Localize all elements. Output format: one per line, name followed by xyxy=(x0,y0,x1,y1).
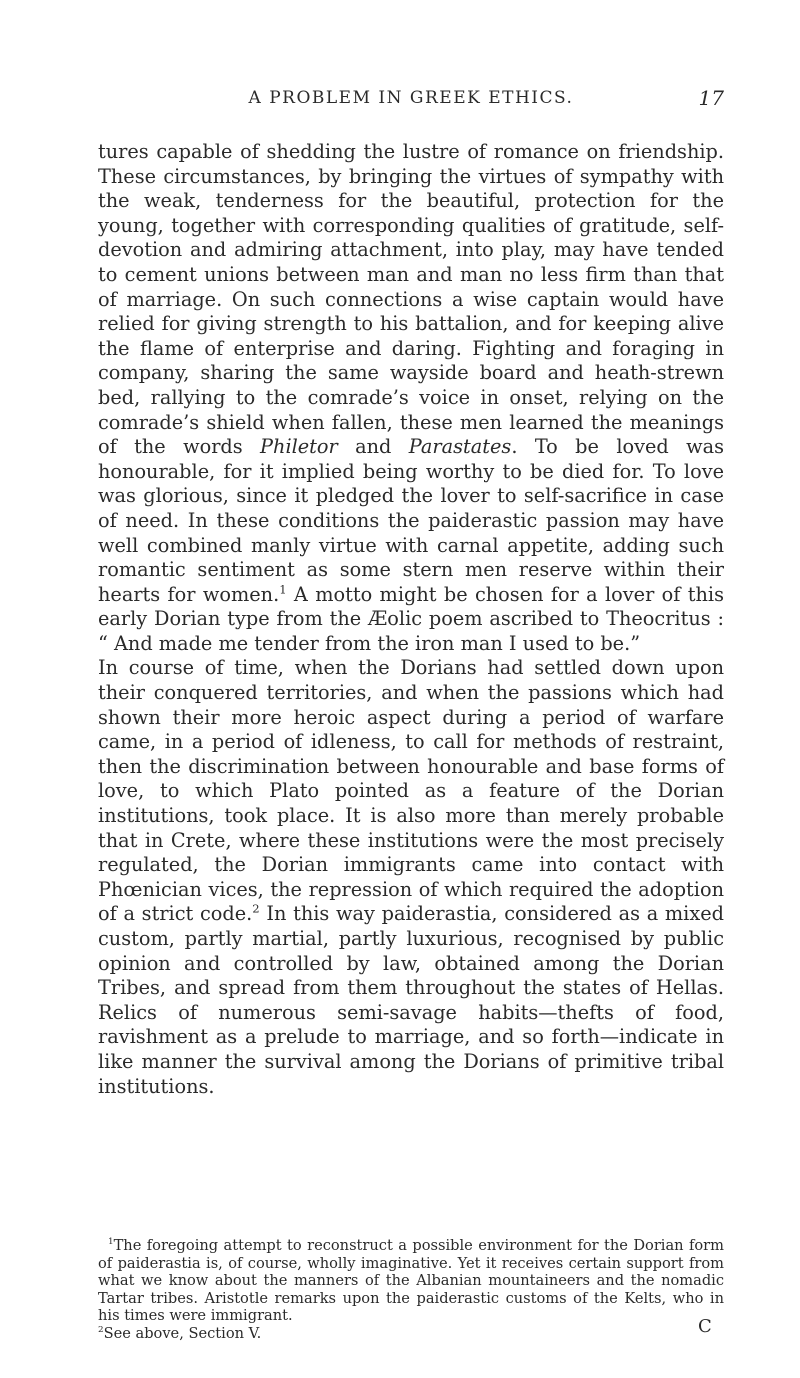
paragraph-1-text-b: . To be loved was honourable, for it implied being worthy to be died for. To love was glorious, since it pledged the lover to self-sacrifice in case of need. In these conditions the paiderastic passion may have well combined manly virtue with carnal appetite, adding such romantic sentiment as some stern men reserve within their hearts for women. xyxy=(98,435,725,606)
footnote-1-mark: 1 xyxy=(108,1237,114,1248)
footnote-1-text: The foregoing attempt to reconstruct a possible environment for the Dorian form of paiderastia is, of course, wholly imaginative. Yet it receives certain support from what we know about the manners of the Albanian mountaineers and the nomadic Tartar tribes. Aristotle remarks upon the paiderastic customs of the Kelts, who in his times were immigrant. xyxy=(98,1237,724,1325)
paragraph-2-text-b: In this way paiderastia, considered as a mixed custom, partly martial, partly luxurious, recognised by public opinion and controlled by law, obtained among the Dorian Tribes, and spread from them throughout the states of Hellas. Relics of numerous semi-savage habits—thefts of food, ravishment as a prelude to marriage, and so forth—indicate in like manner the survival among the Dorians of primitive tribal institutions. xyxy=(98,902,724,1098)
page-header xyxy=(98,88,724,118)
footnote-ref-1: 1 xyxy=(279,582,287,597)
running-title: A PROBLEM IN GREEK ETHICS. xyxy=(248,88,574,108)
paragraph-2-text-a: In course of time, when the Dorians had settled down upon their conquered territories, and when the passions which had shown their more heroic aspect during a period of warfare came, in a period of idleness, to call for methods of restraint, then the discrimination between honourable and base forms of love, to which Plato pointed as a feature of the Dorian institutions, took place. It is also more than merely probable that in Crete, where these institutions were the most precisely regulated, the Dorian immigrants came into contact with Phœnician vices, the repression of which required the adoption of a strict code. xyxy=(98,656,724,926)
term-parastates: Parastates xyxy=(408,435,512,459)
footnote-2 xyxy=(98,1325,724,1343)
signature-mark: C xyxy=(698,1316,712,1337)
footnote-1 xyxy=(98,1237,724,1325)
footnote-ref-2: 2 xyxy=(252,901,260,916)
paragraph-1 xyxy=(98,140,724,656)
page-number: 17 xyxy=(698,86,724,110)
paragraph-2 xyxy=(98,656,724,1099)
term-philetor: Philetor xyxy=(260,435,338,459)
body-text xyxy=(98,140,724,1099)
paragraph-1-and: and xyxy=(337,435,409,459)
footnote-2-text: See above, Section V. xyxy=(103,1324,262,1342)
paragraph-1-text-c: A motto might be chosen for a lover of this early Dorian type from the Æolic poem ascribed to Theocritus : “ And made me tender from the iron man I used to be.” xyxy=(98,582,724,655)
footnotes xyxy=(98,1237,724,1343)
footnote-2-mark: 2 xyxy=(98,1325,104,1336)
paragraph-1-text-a: tures capable of shedding the lustre of romance on friendship. These circumstances, by bringing the virtues of sympathy with the weak, tenderness for the beautiful, protection for the young, together with corresponding qualities of gratitude, self-devotion and admiring attachment, into play, may have tended to cement unions between man and man no less firm than that of marriage. On such connections a wise captain would have relied for giving strength to his battalion, and for keeping alive the flame of enterprise and daring. Fighting and foraging in company, sharing the same wayside board and heath-strewn bed, rallying to the comrade’s voice in onset, relying on the comrade’s shield when fallen, these men learned the meanings of the words xyxy=(98,140,724,459)
